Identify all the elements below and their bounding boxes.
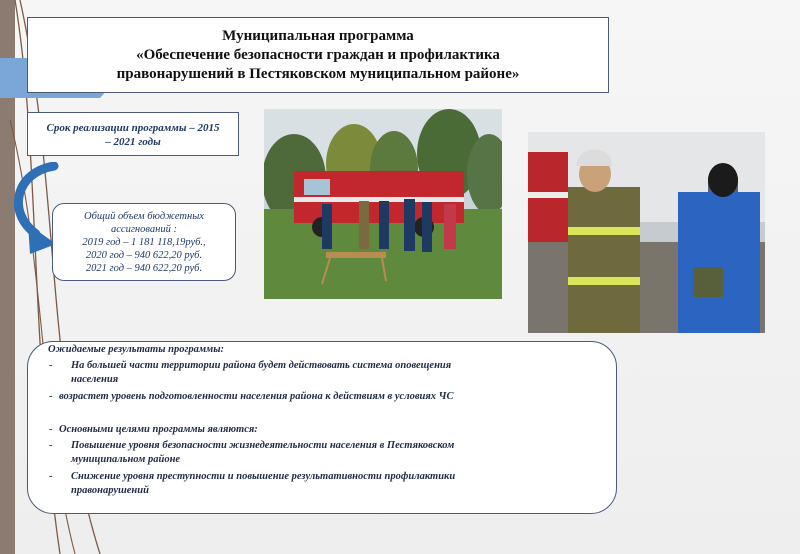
results-heading: Ожидаемые результаты программы: (48, 344, 224, 355)
title-line-3: правонарушений в Пестяковском муниципальном районе» (116, 65, 520, 82)
photo-firefighter (528, 132, 765, 333)
photo-fire-drill-truck (264, 109, 502, 299)
list-dash: - (49, 391, 53, 402)
implementation-period (27, 112, 239, 156)
goals-heading: Основными целями программы являются: (59, 424, 258, 435)
budget-line: 2021 год – 940 622,20 руб. (85, 263, 203, 274)
budget-line: 2019 год – 1 181 118,19руб., (82, 237, 206, 248)
list-dash: - (49, 440, 53, 451)
goal-item-2-cont: правонарушений (71, 485, 149, 496)
title-line-1: Муниципальная программа (222, 27, 414, 44)
list-dash: - (49, 424, 53, 435)
budget-line: Общий объем бюджетных (84, 211, 204, 222)
program-title (27, 17, 609, 93)
result-item-1: На большей части территории района будет действовать система оповещения (71, 360, 452, 371)
period-line-2: – 2021 годы (105, 136, 161, 148)
goal-item-1: Повышение уровня безопасности жизнедеятельности населения в Пестяковском (71, 440, 455, 451)
title-line-2: «Обеспечение безопасности граждан и профилактика (136, 46, 500, 63)
list-dash: - (49, 471, 53, 482)
budget-allocations (52, 203, 236, 281)
list-dash: - (49, 360, 53, 371)
goal-item-1-cont: муниципальном районе (71, 454, 181, 465)
goal-item-2: Снижение уровня преступности и повышение результативности профилактики (71, 471, 456, 482)
budget-line: ассигнований : (111, 224, 177, 235)
budget-line: 2020 год – 940 622,20 руб. (85, 250, 203, 261)
period-line-1: Срок реализации программы – 2015 (46, 122, 220, 134)
result-item-1-cont: населения (71, 374, 119, 385)
result-item-2: возрастет уровень подготовленности населения района к действиям в условиях ЧС (59, 391, 454, 402)
expected-results-panel (27, 341, 617, 514)
